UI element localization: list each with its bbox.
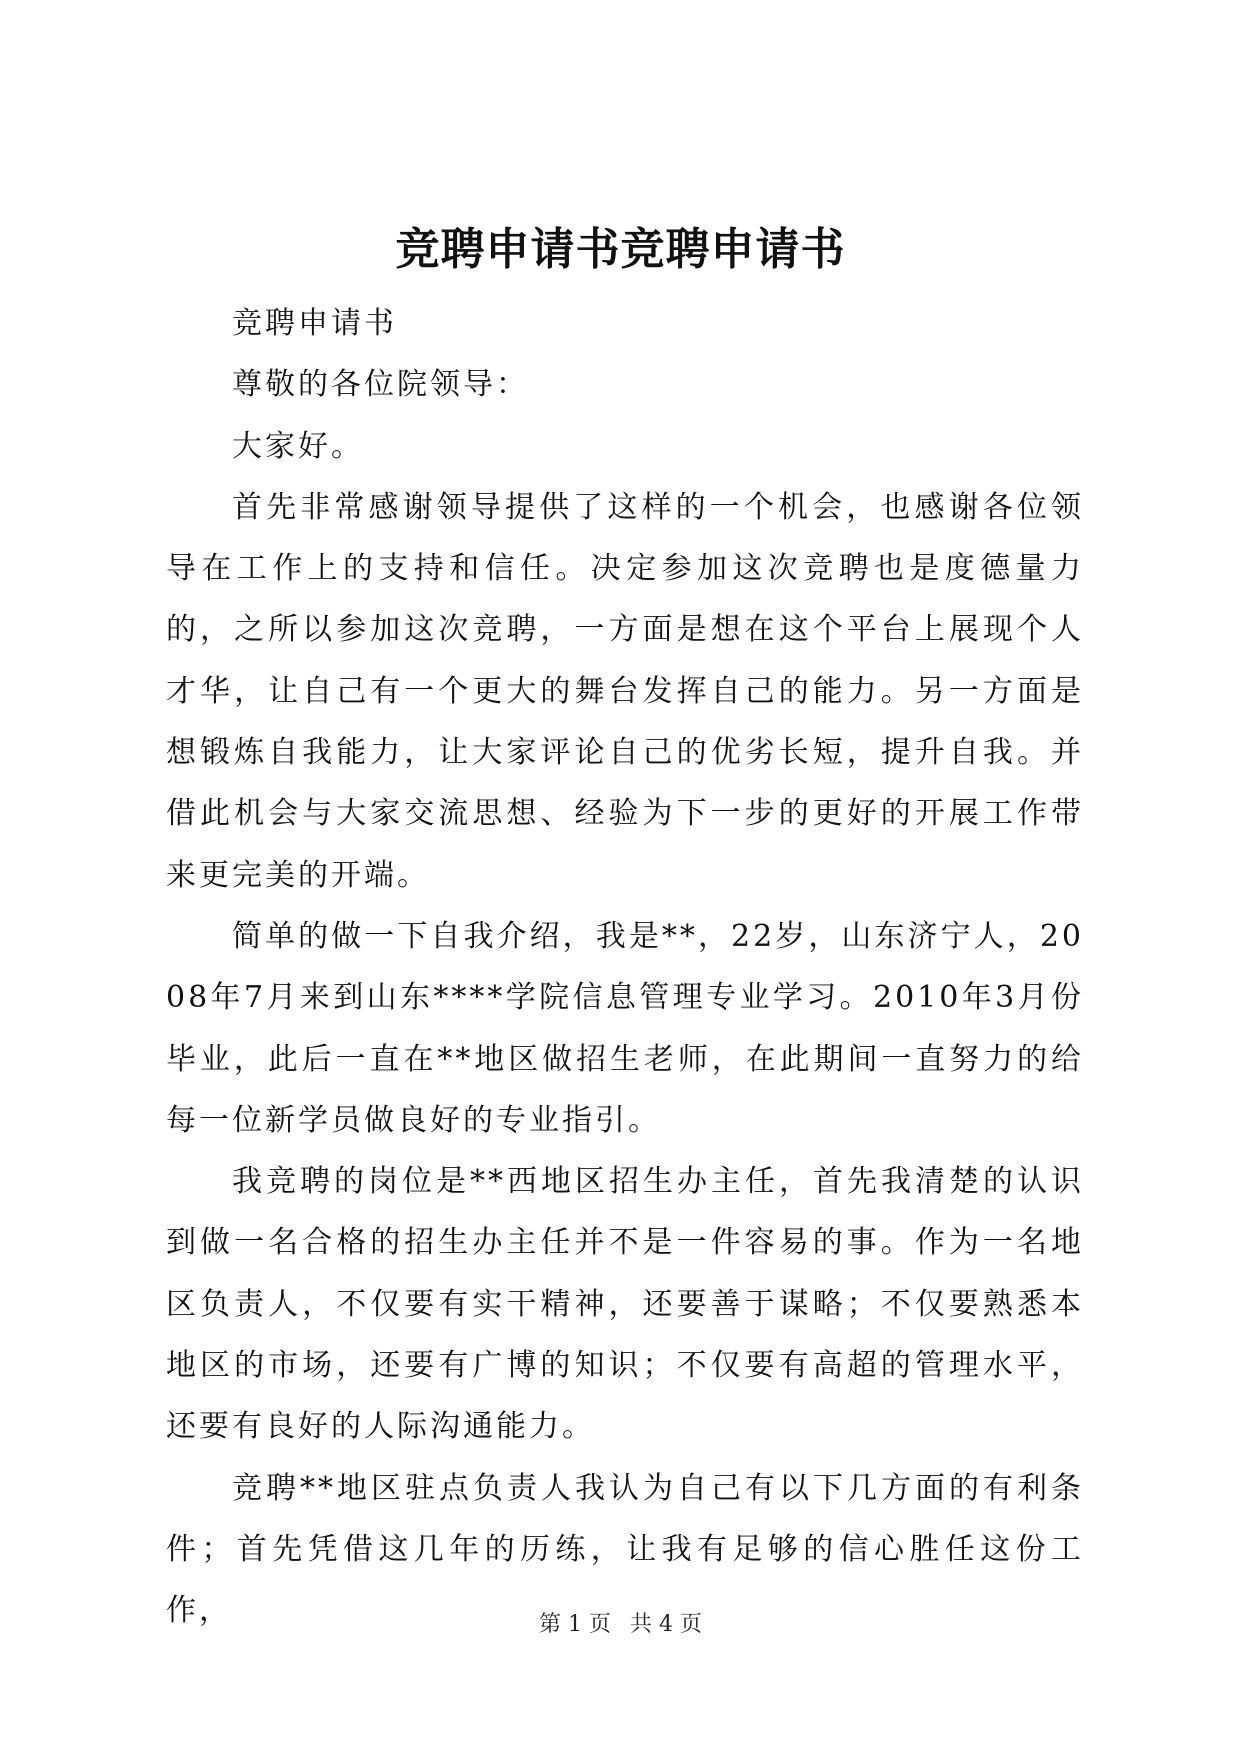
paragraph-greeting: 大家好。 <box>232 428 364 464</box>
page-total: 共 4 页 <box>630 1612 702 1637</box>
page-number: 第 1 页 <box>539 1612 611 1637</box>
paragraph-heading: 竞聘申请书 <box>232 306 397 341</box>
paragraph-thanks: 首先非常感谢领导提供了这样的一个机会，也感谢各位领导在工作上的支持和信任。决定参加这次竞聘也是度德量力的，之所以参加这次竞聘，一方面是想在这个平台上展现个人才华，让自己有一个更大的舞台发挥自己的能力。另一方面是想锻炼自我能力，让大家评论自己的优劣长短，提升自我。并借此机会与大家交流思想、经验为下一步的更好的开展工作带来更完美的开端。 <box>166 489 1084 893</box>
paragraph-introduction: 简单的做一下自我介绍，我是**，22岁，山东济宁人，2008年7月来到山东****学院信息管理专业学习。2010年3月份毕业，此后一直在**地区做招生老师，在此期间一直努力的给每一位新学员做良好的专业指引。 <box>166 918 1084 1138</box>
paragraph-salutation: 尊敬的各位院领导： <box>232 367 529 403</box>
paragraph-position: 我竞聘的岗位是**西地区招生办主任，首先我清楚的认识到做一名合格的招生办主任并不是一件容易的事。作为一名地区负责人，不仅要有实干精神，还要善于谋略；不仅要熟悉本地区的市场，还要有广博的知识；不仅要有高超的管理水平，还要有良好的人际沟通能力。 <box>166 1164 1084 1445</box>
paragraph-advantages: 竞聘**地区驻点负责人我认为自己有以下几方面的有利条件；首先凭借这几年的历练，让我有足够的信心胜任这份工作， <box>166 1470 1084 1629</box>
document-body <box>166 293 1084 1642</box>
document-title: 竞聘申请书竞聘申请书 <box>395 224 846 275</box>
page-footer <box>0 1610 1241 1640</box>
